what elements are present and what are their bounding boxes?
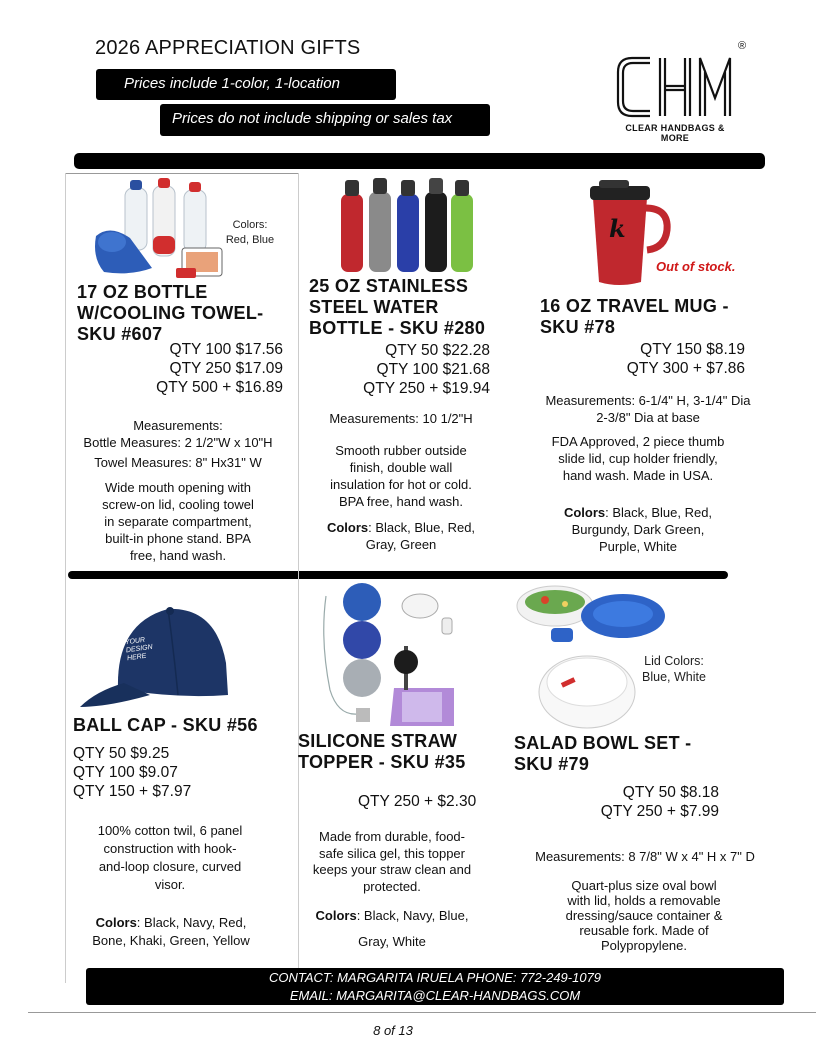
product-5-description: Made from durable, food- safe silica gel, this topper keeps your straw clean and protected.	[312, 829, 472, 894]
price-note-1: Prices include 1-color, 1-location	[96, 69, 396, 100]
logo-tagline: CLEAR HANDBAGS & MORE	[625, 123, 725, 143]
product-1-title: 17 OZ BOTTLE W/COOLING TOWEL- SKU #607	[77, 282, 264, 344]
product-4-title: BALL CAP - SKU #56	[73, 715, 258, 735]
footer-rule	[28, 1012, 816, 1013]
product-1-description: Wide mouth opening with screw-on lid, cooling towel in separate compartment, built-in phone stand. BPA free, hand wash.	[102, 480, 254, 563]
product-3-prices: QTY 150 $8.19 QTY 300 + $7.86	[626, 341, 745, 377]
product-3-measurements: Measurements: 6-1/4" H, 3-1/4" Dia 2-3/8" Dia at base	[545, 393, 751, 425]
product-3-colors: Colors: Black, Blue, Red, Burgundy, Dark Green, Purple, White	[563, 505, 713, 554]
product-2-prices: QTY 50 $22.28 QTY 100 $21.68 QTY 250 + $19.94	[363, 342, 490, 397]
price-note-2: Prices do not include shipping or sales tax	[160, 104, 490, 136]
product-6-measurements: Measurements: 8 7/8" W x 4" H x 7" D	[535, 849, 755, 864]
logo-graphic	[610, 40, 755, 135]
product-3-description: FDA Approved, 2 piece thumb slide lid, cup holder friendly, hand wash. Made in USA.	[551, 434, 725, 483]
product-1-color-note: Colors: Red, Blue	[225, 219, 275, 246]
grid-line-center	[298, 173, 299, 968]
product-4-description: 100% cotton twil, 6 panel construction with hook- and-loop closure, curved visor.	[97, 823, 243, 892]
chm-logo	[610, 40, 755, 143]
out-of-stock-label: Out of stock.	[656, 259, 736, 274]
product-5-prices: QTY 250 + $2.30	[358, 793, 477, 810]
product-2-title: 25 OZ STAINLESS STEEL WATER BOTTLE - SKU #280	[309, 276, 486, 338]
contact-footer	[86, 968, 784, 1005]
page-number: 8 of 13	[373, 1023, 413, 1038]
contact-line: CONTACT: MARGARITA IRUELA PHONE: 772-249-1079	[268, 970, 602, 985]
mug-imprint: k	[609, 214, 626, 243]
product-6-description: Quart-plus size oval bowl with lid, holds a removable dressing/sauce container & reusable fork. Made of Polypropylene.	[565, 878, 723, 953]
registered-mark: ®	[738, 40, 747, 52]
product-1-prices: QTY 100 $17.56 QTY 250 $17.09 QTY 500 + $16.89	[156, 341, 283, 396]
product-3-title: 16 OZ TRAVEL MUG - SKU #78	[540, 296, 729, 337]
product-4-colors: Colors: Black, Navy, Red, Bone, Khaki, Green, Yellow	[92, 915, 250, 948]
email-line: EMAIL: MARGARITA@CLEAR-HANDBAGS.COM	[289, 988, 581, 1003]
product-image-bottle-towel	[90, 176, 230, 281]
page-title: 2026 APPRECIATION GIFTS	[95, 37, 361, 59]
product-1-border-top	[65, 173, 299, 174]
divider-bar-middle	[68, 571, 728, 579]
product-2-measurements: Measurements: 10 1/2"H	[329, 411, 473, 426]
product-4-prices: QTY 50 $9.25 QTY 100 $9.07 QTY 150 + $7.97	[73, 745, 192, 800]
product-6-prices: QTY 50 $8.18 QTY 250 + $7.99	[600, 784, 719, 820]
product-2-colors: Colors: Black, Blue, Red, Gray, Green	[326, 520, 476, 552]
product-1-measurements: Measurements: Bottle Measures: 2 1/2"W x 10"H Towel Measures: 8" Hx31" W	[83, 418, 273, 470]
product-image-ball-cap	[78, 603, 230, 711]
product-5-colors: Colors: Black, Navy, Blue, Gray, White	[315, 908, 469, 949]
product-6-title: SALAD BOWL SET - SKU #79	[514, 733, 692, 774]
product-image-steel-bottles	[335, 176, 477, 274]
cap-imprint: YOUR DESIGN HERE	[124, 636, 154, 663]
product-6-color-note: Lid Colors: Blue, White	[642, 654, 706, 684]
product-image-straw-topper	[318, 580, 460, 726]
divider-bar-top	[74, 153, 765, 169]
product-2-description: Smooth rubber outside finish, double wall insulation for hot or cold. BPA free, hand wash.	[330, 443, 472, 509]
product-5-title: SILICONE STRAW TOPPER - SKU #35	[298, 731, 466, 772]
grid-line-left	[65, 173, 66, 983]
